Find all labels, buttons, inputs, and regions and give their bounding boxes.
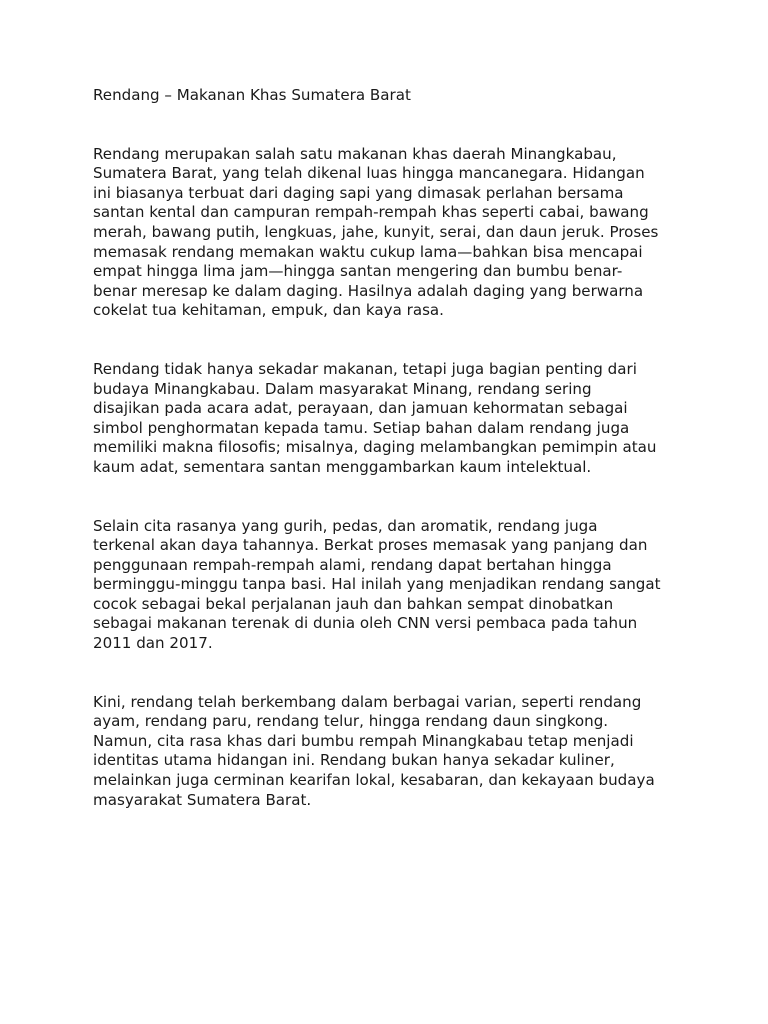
- paragraph-culture: Rendang tidak hanya sekadar makanan, tetapi juga bagian penting dari budaya Minangkabau. Dalam masyarakat Minang, rendang sering disajikan pada acara adat, perayaan, dan jamuan kehormatan sebagai simbol penghormatan kepada tamu. Setiap bahan dalam rendang juga memiliki makna filosofis; misalnya, daging melambangkan pemimpin atau kaum adat, sementara santan menggambarkan kaum intelektual.: [93, 359, 657, 476]
- document-page: [93, 86, 685, 849]
- paragraph-durability: Selain cita rasanya yang gurih, pedas, dan aromatik, rendang juga terkenal akan daya tahannya. Berkat proses memasak yang panjang dan penggunaan rempah-rempah alami, rendang dapat bertahan hingga berminggu-minggu tanpa basi. Hal inilah yang menjadikan rendang sangat cocok sebagai bekal perjalanan jauh dan bahkan sempat dinobatkan sebagai makanan terenak di dunia oleh CNN versi pembaca pada tahun 2011 dan 2017.: [93, 516, 661, 653]
- document-title: Rendang – Makanan Khas Sumatera Barat: [93, 86, 411, 104]
- paragraph-variants: Kini, rendang telah berkembang dalam berbagai varian, seperti rendang ayam, rendang paru, rendang telur, hingga rendang daun singkong. Namun, cita rasa khas dari bumbu rempah Minangkabau tetap menjadi identitas utama hidangan ini. Rendang bukan hanya sekadar kuliner, melainkan juga cerminan kearifan lokal, kesabaran, dan kekayaan budaya masyarakat Sumatera Barat.: [93, 692, 655, 809]
- paragraph-history: Rendang merupakan salah satu makanan khas daerah Minangkabau, Sumatera Barat, yang telah dikenal luas hingga mancanegara. Hidangan ini biasanya terbuat dari daging sapi yang dimasak perlahan bersama santan kental dan campuran rempah-rempah khas seperti cabai, bawang merah, bawang putih, lengkuas, jahe, kunyit, serai, dan daun jeruk. Proses memasak rendang memakan waktu cukup lama—bahkan bisa mencapai empat hingga lima jam—hingga santan mengering dan bumbu benar- benar meresap ke dalam daging. Hasilnya adalah daging yang berwarna cokelat tua kehitaman, empuk, dan kaya rasa.: [93, 144, 659, 320]
